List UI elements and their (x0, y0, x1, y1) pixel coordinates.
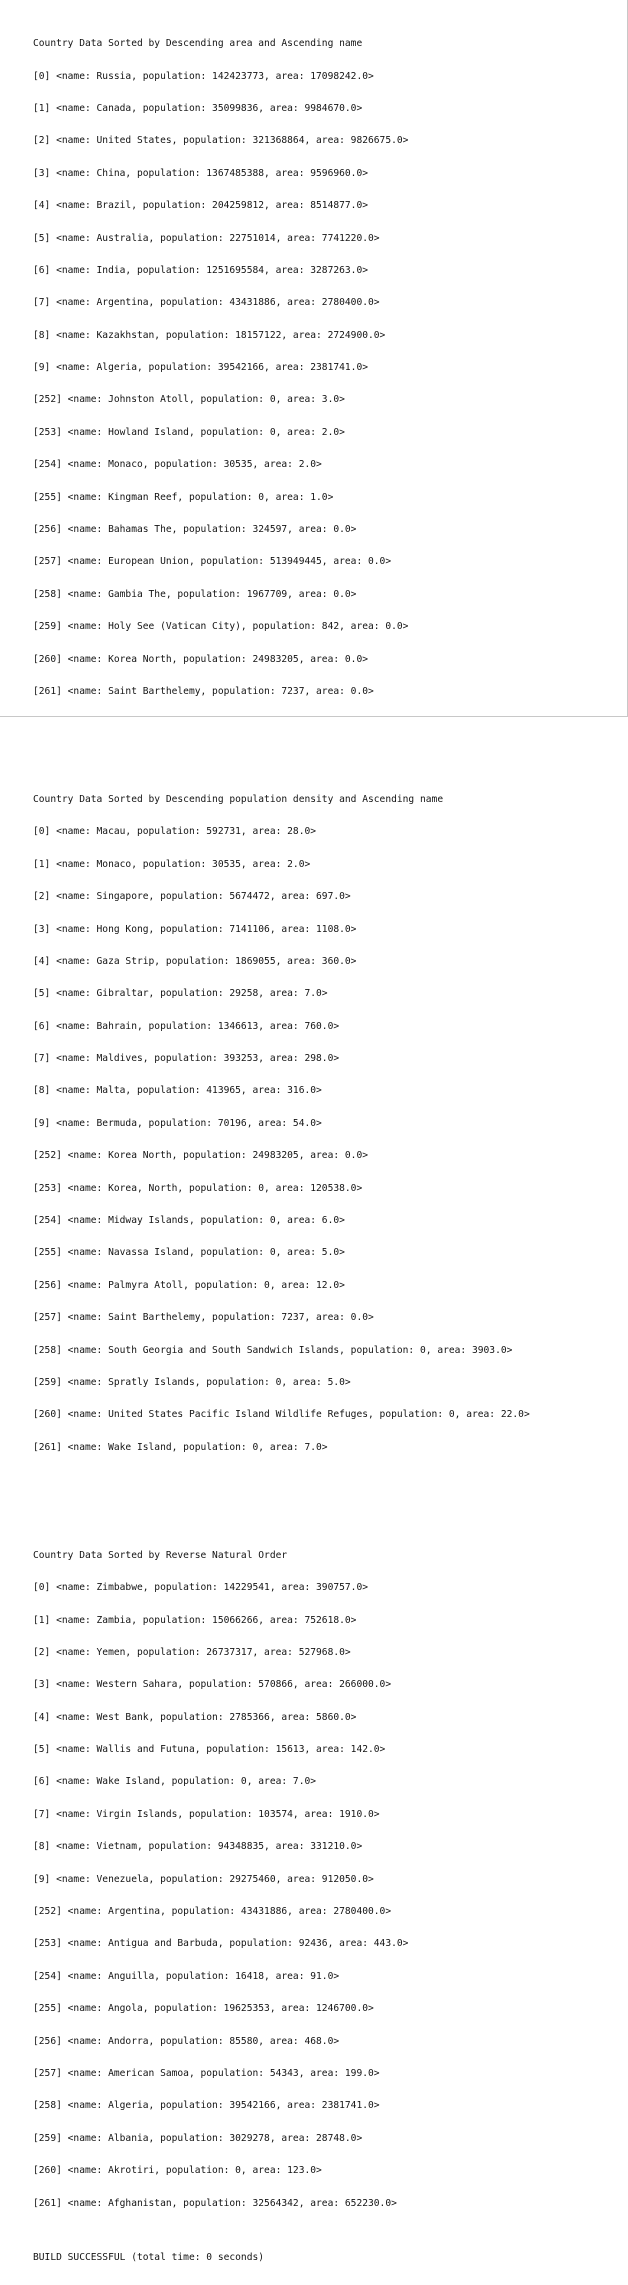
output-line: [254] <name: Anguilla, population: 16418, area: 91.0> (33, 1970, 340, 1982)
output-line: [1] <name: Canada, population: 35099836, area: 9984670.0> (33, 102, 363, 114)
output-line: [0] <name: Macau, population: 592731, area: 28.0> (33, 826, 317, 838)
output-line: [5] <name: Australia, population: 22751014, area: 7741220.0> (33, 232, 380, 244)
output-line: [260] <name: United States Pacific Island Wildlife Refuges, population: 0, area: 22.0> (33, 1409, 530, 1421)
output-line: [258] <name: Algeria, population: 39542166, area: 2381741.0> (33, 2100, 380, 2112)
output-line: [256] <name: Andorra, population: 85580, area: 468.0> (33, 2035, 340, 2047)
output-line: [258] <name: Gambia The, population: 1967709, area: 0.0> (33, 588, 357, 600)
output-line: [3] <name: Hong Kong, population: 7141106, area: 1108.0> (33, 923, 357, 935)
output-line: [8] <name: Kazakhstan, population: 18157122, area: 2724900.0> (33, 329, 386, 341)
output-line: [254] <name: Midway Islands, population: 0, area: 6.0> (33, 1215, 345, 1227)
output-line: [8] <name: Malta, population: 413965, area: 316.0> (33, 1085, 322, 1097)
output-line: [3] <name: China, population: 1367485388, area: 9596960.0> (33, 167, 369, 179)
section-header: Country Data Sorted by Descending area and Ascending name (33, 38, 363, 50)
blank-line (33, 741, 623, 752)
output-line: [9] <name: Algeria, population: 39542166, area: 2381741.0> (33, 362, 369, 374)
section-header: Country Data Sorted by Reverse Natural Order (33, 1549, 288, 1561)
output-line: [257] <name: Saint Barthelemy, population: 7237, area: 0.0> (33, 1312, 374, 1324)
output-line: [261] <name: Afghanistan, population: 32564342, area: 652230.0> (33, 2197, 397, 2209)
output-line: [5] <name: Wallis and Futuna, population: 15613, area: 142.0> (33, 1744, 386, 1756)
console-output[interactable] (33, 0, 623, 2285)
output-line: [256] <name: Palmyra Atoll, population: 0, area: 12.0> (33, 1279, 345, 1291)
output-line: [2] <name: Yemen, population: 26737317, area: 527968.0> (33, 1646, 351, 1658)
output-line: [4] <name: Gaza Strip, population: 1869055, area: 360.0> (33, 955, 357, 967)
output-line: [259] <name: Holy See (Vatican City), population: 842, area: 0.0> (33, 621, 409, 633)
output-line: [256] <name: Bahamas The, population: 324597, area: 0.0> (33, 524, 357, 536)
output-line: [259] <name: Albania, population: 3029278, area: 28748.0> (33, 2132, 363, 2144)
output-line: [252] <name: Korea North, population: 24983205, area: 0.0> (33, 1150, 369, 1162)
output-line: [253] <name: Howland Island, population: 0, area: 2.0> (33, 426, 345, 438)
output-line: [255] <name: Kingman Reef, population: 0, area: 1.0> (33, 491, 334, 503)
section-header: Country Data Sorted by Descending population density and Ascending name (33, 793, 444, 805)
output-line: [253] <name: Antigua and Barbuda, population: 92436, area: 443.0> (33, 1938, 409, 1950)
output-line: [1] <name: Zambia, population: 15066266, area: 752618.0> (33, 1614, 357, 1626)
output-line: [1] <name: Monaco, population: 30535, area: 2.0> (33, 858, 311, 870)
output-line: [3] <name: Western Sahara, population: 570866, area: 266000.0> (33, 1679, 392, 1691)
output-line: [253] <name: Korea, North, population: 0, area: 120538.0> (33, 1182, 363, 1194)
output-line: [5] <name: Gibraltar, population: 29258, area: 7.0> (33, 988, 328, 1000)
blank-line (33, 1497, 623, 1508)
output-line: [257] <name: American Samoa, population: 54343, area: 199.0> (33, 2068, 380, 2079)
build-status: BUILD SUCCESSFUL (total time: 0 seconds) (33, 2251, 265, 2263)
output-line: [6] <name: India, population: 1251695584, area: 3287263.0> (33, 264, 369, 276)
output-line: [4] <name: West Bank, population: 2785366, area: 5860.0> (33, 1711, 357, 1723)
output-line: [255] <name: Angola, population: 19625353, area: 1246700.0> (33, 2003, 374, 2015)
output-line: [261] <name: Saint Barthelemy, population: 7237, area: 0.0> (33, 686, 374, 697)
section-reverse-natural-sort (33, 1529, 623, 2231)
output-line: [261] <name: Wake Island, population: 0, area: 7.0> (33, 1441, 328, 1453)
output-line: [7] <name: Argentina, population: 43431886, area: 2780400.0> (33, 297, 380, 309)
section-area-sort (33, 18, 623, 720)
output-line: [0] <name: Zimbabwe, population: 14229541, area: 390757.0> (33, 1582, 369, 1594)
output-line: [255] <name: Navassa Island, population: 0, area: 5.0> (33, 1247, 345, 1259)
output-line: [2] <name: Singapore, population: 5674472, area: 697.0> (33, 891, 351, 903)
output-line: [9] <name: Venezuela, population: 29275460, area: 912050.0> (33, 1873, 374, 1885)
output-line: [2] <name: United States, population: 321368864, area: 9826675.0> (33, 135, 409, 147)
output-line: [4] <name: Brazil, population: 204259812, area: 8514877.0> (33, 200, 369, 212)
output-line: [259] <name: Spratly Islands, population: 0, area: 5.0> (33, 1377, 351, 1388)
output-line: [6] <name: Wake Island, population: 0, area: 7.0> (33, 1776, 317, 1788)
output-line: [260] <name: Akrotiri, population: 0, area: 123.0> (33, 2165, 322, 2177)
output-line: [7] <name: Maldives, population: 393253, area: 298.0> (33, 1053, 340, 1065)
output-line: [6] <name: Bahrain, population: 1346613, area: 760.0> (33, 1020, 340, 1032)
output-line: [257] <name: European Union, population: 513949445, area: 0.0> (33, 556, 392, 568)
output-line: [0] <name: Russia, population: 142423773, area: 17098242.0> (33, 70, 374, 82)
output-line: [8] <name: Vietnam, population: 94348835, area: 331210.0> (33, 1841, 363, 1853)
output-line: [9] <name: Bermuda, population: 70196, area: 54.0> (33, 1117, 322, 1129)
output-line: [254] <name: Monaco, population: 30535, area: 2.0> (33, 459, 322, 471)
section-density-sort (33, 773, 623, 1475)
output-line: [260] <name: Korea North, population: 24983205, area: 0.0> (33, 653, 369, 665)
output-line: [252] <name: Argentina, population: 43431886, area: 2780400.0> (33, 1906, 392, 1918)
output-line: [252] <name: Johnston Atoll, population: 0, area: 3.0> (33, 394, 345, 406)
output-line: [7] <name: Virgin Islands, population: 103574, area: 1910.0> (33, 1808, 380, 1820)
output-line: [258] <name: South Georgia and South Sandwich Islands, population: 0, area: 3903.0> (33, 1344, 513, 1356)
